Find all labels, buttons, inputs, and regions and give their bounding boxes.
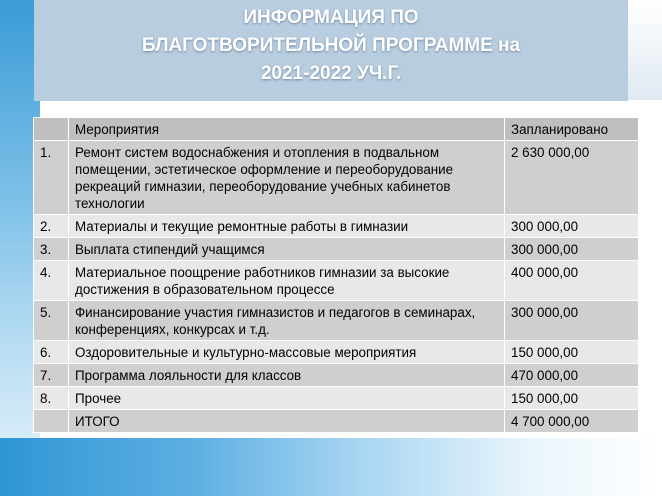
row-num: 1. bbox=[34, 141, 69, 215]
row-event: Программа лояльности для классов bbox=[69, 364, 505, 387]
row-event: Финансирование участия гимназистов и педагогов в семинарах, конференциях, конкурсах и т.д. bbox=[69, 301, 505, 341]
row-amount: 400 000,00 bbox=[505, 261, 639, 301]
row-num bbox=[34, 410, 69, 433]
total-label: ИТОГО bbox=[69, 410, 505, 433]
table-row bbox=[34, 238, 639, 261]
table-row bbox=[34, 301, 639, 341]
header-events: Мероприятия bbox=[69, 118, 505, 141]
row-event: Материальное поощрение работников гимназии за высокие достижения в образовательном процессе bbox=[69, 261, 505, 301]
row-amount: 150 000,00 bbox=[505, 341, 639, 364]
row-amount: 470 000,00 bbox=[505, 364, 639, 387]
row-amount: 150 000,00 bbox=[505, 387, 639, 410]
program-table bbox=[33, 117, 639, 433]
table-row bbox=[34, 364, 639, 387]
table-row bbox=[34, 387, 639, 410]
table-row bbox=[34, 215, 639, 238]
background-bottom-gradient bbox=[0, 438, 662, 496]
row-num: 8. bbox=[34, 387, 69, 410]
row-amount: 300 000,00 bbox=[505, 301, 639, 341]
row-num: 2. bbox=[34, 215, 69, 238]
row-num: 3. bbox=[34, 238, 69, 261]
row-num: 6. bbox=[34, 341, 69, 364]
table-row bbox=[34, 261, 639, 301]
row-event: Материалы и текущие ремонтные работы в гимназии bbox=[69, 215, 505, 238]
row-amount: 300 000,00 bbox=[505, 238, 639, 261]
table-total-row bbox=[34, 410, 639, 433]
row-event: Ремонт систем водоснабжения и отопления в подвальном помещении, эстетическое оформление и переоборудование рекреаций гимназии, переоборудование учебных кабинетов технологии bbox=[69, 141, 505, 215]
page-title: ИНФОРМАЦИЯ ПО БЛАГОТВОРИТЕЛЬНОЙ ПРОГРАММЕ на 2021-2022 УЧ.Г. bbox=[141, 7, 521, 84]
table-row bbox=[34, 341, 639, 364]
row-amount: 2 630 000,00 bbox=[505, 141, 639, 215]
row-amount: 300 000,00 bbox=[505, 215, 639, 238]
row-event: Выплата стипендий учащимся bbox=[69, 238, 505, 261]
row-event: Оздоровительные и культурно-массовые мероприятия bbox=[69, 341, 505, 364]
header-planned: Запланировано bbox=[505, 118, 639, 141]
background-right-gradient bbox=[626, 0, 662, 100]
total-amount: 4 700 000,00 bbox=[505, 410, 639, 433]
table-row bbox=[34, 141, 639, 215]
row-num: 4. bbox=[34, 261, 69, 301]
header-num bbox=[34, 118, 69, 141]
table-header-row bbox=[34, 118, 639, 141]
row-event: Прочее bbox=[69, 387, 505, 410]
row-num: 5. bbox=[34, 301, 69, 341]
row-num: 7. bbox=[34, 364, 69, 387]
